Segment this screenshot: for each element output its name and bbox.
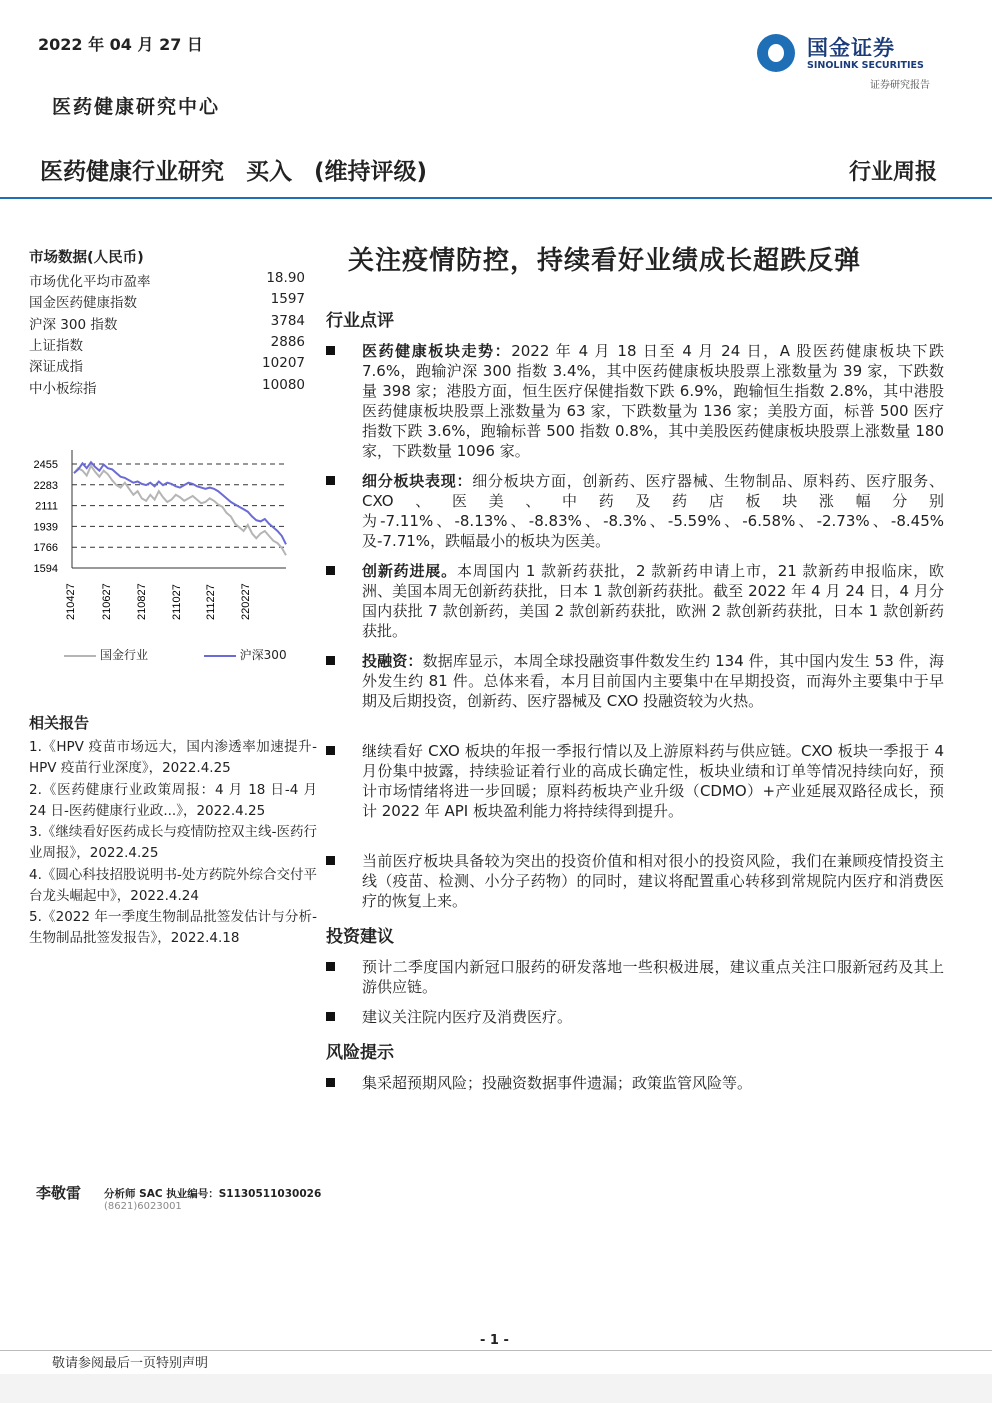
market-data-row [29, 377, 305, 397]
bullet-text [362, 471, 944, 551]
analyst-phone: (8621)6023001 [104, 1201, 182, 1212]
market-data-row [29, 270, 305, 290]
legend-swatch-industry [64, 655, 96, 657]
disclaimer-note: 敬请参阅最后一页特别声明 [52, 1356, 209, 1371]
chart-y-tick-label: 2455 [33, 459, 58, 471]
chart-y-tick-label: 2111 [35, 500, 58, 513]
bullet-item [326, 957, 944, 997]
chart-x-tick-label: 211027 [171, 584, 183, 620]
market-data-value: 18.90 [266, 270, 305, 286]
legend-swatch-hs300 [204, 655, 236, 657]
chart-y-tick-label: 1766 [33, 542, 58, 555]
header-divider [0, 197, 992, 199]
bullet-lead: 创新药进展。 [362, 562, 457, 580]
bullet-square-icon [326, 856, 335, 865]
industry-name: 医药健康行业研究 [40, 159, 224, 185]
market-data-label: 沪深 300 指数 [29, 316, 118, 333]
market-data-label: 市场优化平均市盈率 [29, 274, 151, 290]
bullet-item [326, 471, 944, 551]
bullet-square-icon [326, 1012, 335, 1021]
bullet-square-icon [326, 746, 335, 755]
rating-note: (维持评级) [314, 159, 428, 185]
page-number: - 1 - [480, 1333, 509, 1348]
bullet-text [362, 851, 944, 911]
bullet-body: 2022 年 4 月 18 日至 4 月 24 日，A 股医药健康板块下跌 7.6%，跑输沪深 300 指数 3.4%，其中医药健康板块股票上涨数量为 39 家，下跌数量 398 家；港股方面，恒生医疗保健指数下跌 6.9%，跑输恒生指数 2.8%，其中港股医药健康板块股票上涨数量为 63 家，下跌数量为 136 家；美股方面，标普 500 医疗指数下跌 3.6%，跑输标普 500 指数 0.8%，其中美股医药健康板块股票上涨数量 180 家，下跌数量 1096 家。 [362, 342, 944, 460]
bullet-body: 继续看好 CXO 板块的年报一季报行情以及上游原料药与供应链。CXO 板块一季报于 4 月份集中披露，持续验证着行业的高成长确定性，板块业绩和订单等情况持续向好，预计市场情绪将进一步回暖；原料药板块产业升级（CDMO）+产业延展双路径成长，预计 2022 年 API 板块盈利能力将持续得到提升。 [362, 742, 944, 820]
bullet-item [326, 341, 944, 461]
bullet-text [362, 651, 944, 711]
chart-x-tick-label: 211227 [205, 584, 217, 620]
report-title: 关注疫情防控，持续看好业绩成长超跌反弹 [348, 246, 862, 276]
bullet-square-icon [326, 566, 335, 575]
related-report-item: 2.《医药健康行业政策周报：4 月 18 日-4 月 24 日-医药健康行业政...》，2022.4.25 [29, 782, 317, 819]
legend-label-industry: 国金行业 [100, 648, 149, 662]
rating: 买入 [246, 159, 292, 185]
industry-rating-bar [40, 153, 449, 186]
market-data-value: 10207 [262, 355, 305, 372]
bullet-square-icon [326, 1078, 335, 1087]
bullet-lead: 医药健康板块走势： [362, 342, 512, 360]
related-reports-heading: 相关报告 [29, 714, 90, 732]
market-data-value: 10080 [262, 376, 305, 393]
section-title-advice: 投资建议 [326, 927, 394, 947]
logo-subtitle: 证券研究报告 [870, 80, 930, 91]
market-data-value: 2886 [270, 333, 305, 350]
bullet-body: 当前医疗板块具备较为突出的投资价值和相对很小的投资风险，我们在兼顾疫情投资主线（疫苗、检测、小分子药物）的同时，建议将配置重心转移到常规院内医疗和消费医疗的恢复上来。 [362, 852, 944, 910]
bullet-text [362, 341, 944, 461]
bottom-band [0, 1374, 992, 1403]
bullet-text [362, 561, 944, 641]
bullet-item [326, 561, 944, 641]
bullet-item [326, 741, 944, 821]
chart-legend [64, 646, 287, 663]
bullet-item [326, 651, 944, 711]
logo-cn: 国金证券 [807, 36, 895, 60]
bullet-square-icon [326, 656, 335, 665]
market-data-row [29, 355, 305, 375]
bullet-lead: 投融资： [362, 652, 423, 670]
market-data-row [29, 313, 305, 333]
logo-mark-icon [757, 34, 795, 72]
related-report-item: 1.《HPV 疫苗市场远大，国内渗透率加速提升-HPV 疫苗行业深度》，2022.4.25 [29, 739, 317, 776]
market-data-value: 3784 [270, 312, 305, 329]
chart-series-line-1 [74, 462, 286, 544]
market-data-row [29, 334, 305, 354]
bullet-square-icon [326, 962, 335, 971]
report-type: 行业周报 [848, 159, 937, 185]
bullet-body: 细分板块方面，创新药、医疗器械、生物制品、原料药、医疗服务、CXO、医美、中药及药店板块涨幅分别为-7.11%、-8.13%、-8.83%、-8.3%、-5.59%、-6.58%、-2.73%、-8.45%及-7.71%，跌幅最小的板块为医美。 [362, 472, 944, 550]
bullet-item [326, 851, 944, 911]
chart-series-line-0 [74, 466, 286, 555]
bullet-text [362, 741, 944, 821]
related-report-item: 3.《继续看好医药成长与疫情防控双主线-医药行业周报》，2022.4.25 [29, 824, 317, 861]
bullet-item [326, 1073, 944, 1093]
section-title-review: 行业点评 [326, 311, 394, 331]
market-data-heading: 市场数据(人民币) [29, 250, 144, 266]
chart-y-tick-label: 1594 [33, 563, 58, 575]
section-title-risk: 风险提示 [326, 1043, 394, 1063]
bullet-text: 集采超预期风险；投融资数据事件遗漏；政策监管风险等。 [362, 1074, 753, 1092]
chart-x-tick-label: 210627 [101, 583, 113, 620]
company-logo [757, 32, 947, 92]
analyst-cert: 分析师 SAC 执业编号：S1130511030026 [104, 1188, 322, 1200]
author-name: 李敬雷 [36, 1184, 82, 1202]
market-data-row [29, 291, 305, 311]
market-data-label: 深证成指 [29, 359, 83, 376]
chart-y-tick-label: 2283 [33, 479, 58, 492]
chart-y-tick-label: 1939 [33, 521, 58, 534]
footer-divider [0, 1350, 992, 1351]
market-data-label: 中小板综指 [29, 380, 97, 397]
related-report-item: 4.《圆心科技招股说明书-处方药院外综合交付平台龙头崛起中》，2022.4.24 [29, 867, 317, 904]
bullet-item [326, 1007, 944, 1027]
bullet-lead: 细分板块表现： [362, 472, 473, 490]
research-center-name: 医药健康研究中心 [52, 96, 221, 118]
logo-en: SINOLINK SECURITIES [807, 60, 924, 71]
chart-x-tick-label: 220227 [240, 583, 252, 620]
related-report-item: 5.《2022 年一季度生物制品批签发估计与分析-生物制品批签发报告》，2022.4.18 [29, 909, 317, 946]
market-data-value: 1597 [270, 291, 305, 308]
market-data-label: 国金医药健康指数 [29, 295, 137, 312]
bullet-text: 建议关注院内医疗及消费医疗。 [362, 1008, 573, 1026]
bullet-square-icon [326, 476, 335, 485]
bullet-square-icon [326, 346, 335, 355]
index-line-chart [28, 448, 298, 628]
chart-x-tick-label: 210827 [136, 583, 148, 620]
report-date: 2022 年 04 月 27 日 [38, 35, 203, 54]
bullet-body: 本周国内 1 款新药获批，2 款新药申请上市，21 款新药申报临床，欧洲、美国本周无创新药获批，日本 1 款创新药获批。截至 2022 年 4 月 24 日，4 月分国内获批 7 款创新药，美国 2 款创新药获批，欧洲 2 款创新药获批，日本 1 款创新药获批。 [362, 562, 944, 640]
market-data-label: 上证指数 [29, 337, 83, 354]
bullet-text: 预计二季度国内新冠口服药的研发落地一些积极进展，建议重点关注口服新冠药及其上游供应链。 [362, 958, 944, 996]
legend-label-hs300: 沪深300 [239, 648, 287, 662]
chart-x-tick-label: 210427 [65, 583, 77, 620]
bullet-body: 数据库显示，本周全球投融资事件数发生约 134 件，其中国内发生 53 件，海外发生约 81 件。总体来看，本月目前国内主要集中在早期投资，而海外主要集中于早期及后期投资，创新药、医疗器械及 CXO 投融资较为火热。 [362, 652, 944, 710]
